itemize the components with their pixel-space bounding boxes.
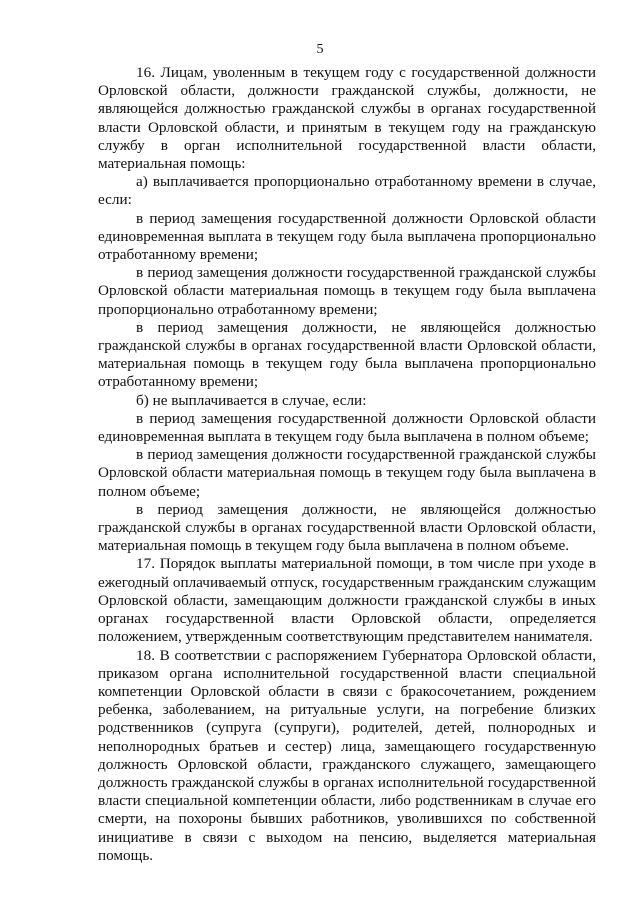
paragraph-16a-item-2: в период замещения должности государственной гражданской службы Орловской области материальная помощь в текущем году была выплачена пропорционально отработанному времени;: [98, 264, 596, 318]
paragraph-16b-item-3: в период замещения должности, не являющейся должностью гражданской службы в органах государственной власти Орловской области, материальная помощь в текущем году была выплачена в полном объеме.: [98, 500, 596, 555]
document-body: [98, 64, 596, 865]
paragraph-18: 18. В соответствии с распоряжением Губернатора Орловской области, приказом органа исполнительной государственной власти специальной компетенции Орловской области в связи с бракосочетанием, рождением ребенка, заболеванием, на ритуальные услуги, на погребение близких родственников (супруга (супруги), родителей, детей, полнородных и неполнородных братьев и сестер) лица, замещающего государственную должность Орловской области, гражданского служащего, замещающего должность гражданской службы в органах исполнительной государственной власти специальной компетенции области, либо родственникам в случае его смерти, на похороны бывших работников, уволившихся по собственной инициативе в связи с выходом на пенсию, выделяется материальная помощь.: [98, 646, 596, 864]
paragraph-16a-item-3: в период замещения должности, не являющейся должностью гражданской службы в органах государственной власти Орловской области, материальная помощь в текущем году была выплачена пропорционально отработанному времени;: [98, 318, 596, 391]
paragraph-16b-item-1: в период замещения государственной должности Орловской области единовременная выплата в текущем году была выплачена в полном объеме;: [98, 409, 596, 446]
paragraph-16a: а) выплачивается пропорционально отработанному времени в случае, если:: [98, 173, 596, 209]
paragraph-16: 16. Лицам, уволенным в текущем году с государственной должности Орловской области, должности гражданской службы, должности, не являющейся должностью гражданской службы в органах государственной власти Орловской области, и принятым в текущем году на гражданскую службу в орган исполнительной государственной власти области, материальная помощь:: [98, 64, 596, 173]
paragraph-17: 17. Порядок выплаты материальной помощи, в том числе при уходе в ежегодный оплачиваемый отпуск, государственным гражданским служащим Орловской области, замещающим должности гражданской службы в иных органах государственной власти Орловской области, определяется положением, утвержденным соответствующим представителем нанимателя.: [98, 555, 596, 646]
paragraph-16b-item-2: в период замещения должности государственной гражданской службы Орловской области материальная помощь в текущем году была выплачена в полном объеме;: [98, 446, 596, 500]
paragraph-16b: б) не выплачивается в случае, если:: [136, 391, 367, 409]
page-number: 5: [316, 42, 324, 57]
paragraph-16a-item-1: в период замещения государственной должности Орловской области единовременная выплата в текущем году была выплачена пропорционально отработанному времени;: [98, 209, 596, 264]
